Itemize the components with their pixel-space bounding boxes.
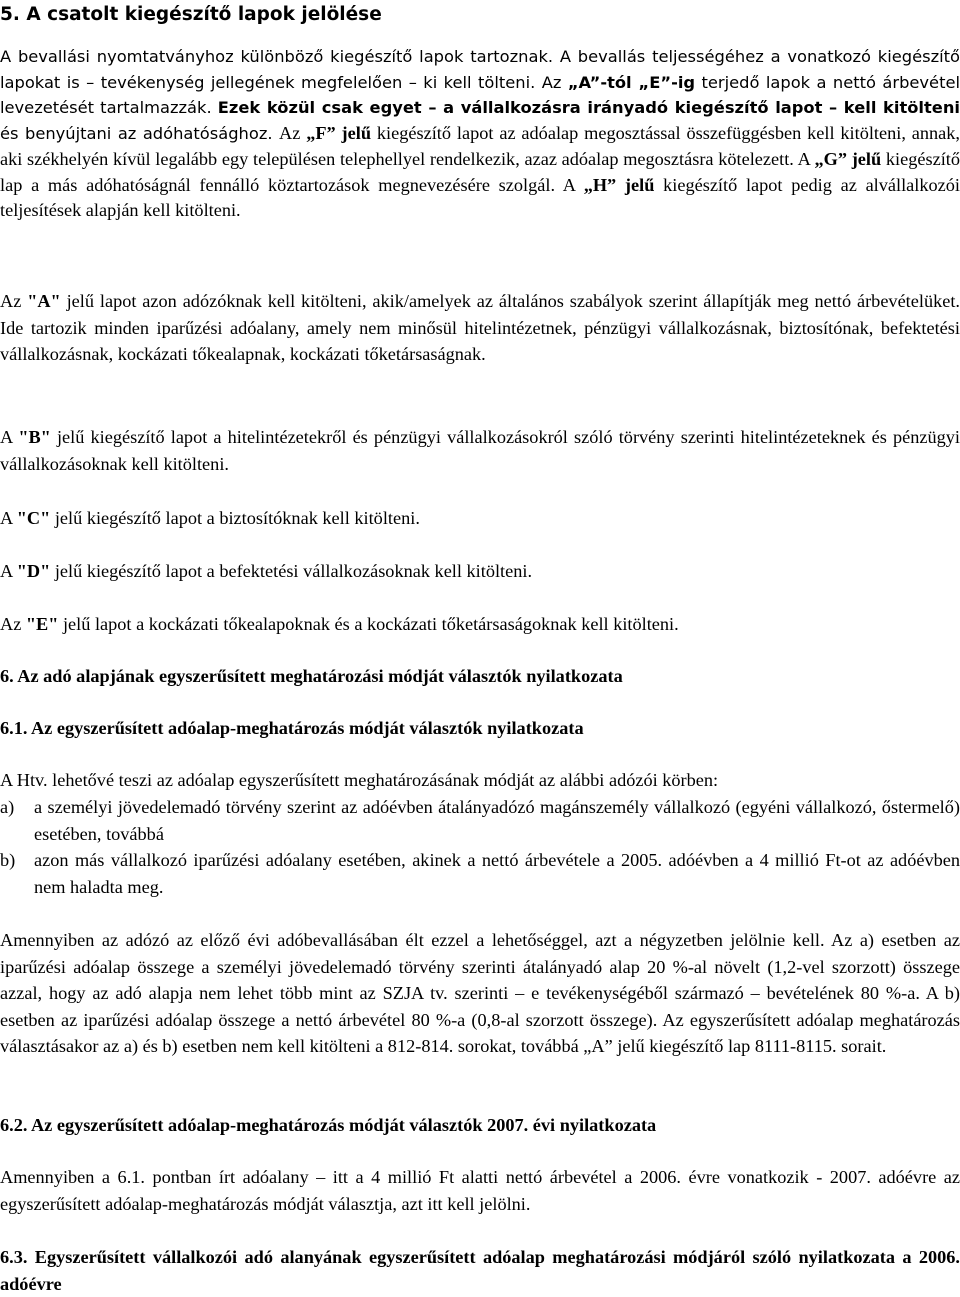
list-item (0, 847, 960, 900)
section-6-1-paragraph: Amennyiben az adózó az előző évi adóbevallásában élt ezzel a lehetőséggel, azt a négyzetben jelölnie kell. Az a) esetben az iparűzési adóalap összege a személyi jövedelemadó törvény szerinti átalányadó alap 20 %-al növelt (1,2-vel szorzott) összege azzal, hogy az adó alapja nem lehet több mint az SZJA tv. szerinti – e tevékenységéből származó – bevételének 80 %-a. A b) esetben az iparűzési adóalap összege a nettó árbevétel 80 %-a (0,8-al szorzott összege). Az egyszerűsített adóalap meghatározás választásakor az a) és b) esetben nem kell kitölteni a 812-814. sorokat, továbbá „A” jelű kiegészítő lap 8111-8115. sorait. (0, 930, 960, 1056)
bold-run: "A" (27, 291, 61, 311)
eligibility-list (0, 794, 960, 900)
bold-run: "C" (16, 508, 51, 528)
text-run: A (0, 427, 19, 447)
section-6-2-paragraph: Amennyiben a 6.1. pontban írt adóalany – itt a 4 millió Ft alatti nettó árbevétel a 2006. évre vonatkozik - 2007. adóévre az egyszerűsített adóalap-meghatározás módját választja, azt itt kell jelölni. (0, 1167, 960, 1214)
paragraph-e-sheet (0, 611, 679, 637)
paragraph-b-sheet (0, 424, 960, 477)
list-item-text: azon más vállalkozó iparűzési adóalany esetében, akinek a nettó árbevétele a 2005. adóévben a 4 millió Ft-ot az adóévben nem haladta meg. (34, 850, 960, 897)
bold-run: "D" (16, 561, 51, 581)
list-item (0, 794, 960, 847)
text-run: jelű kiegészítő lapot a hitelintézetekről és pénzügyi vállalkozásokról szóló törvény szerinti hitelintézeteknek és pénzügyi vállalkozásoknak kell kitölteni. (0, 427, 960, 474)
section-6-title: 6. Az adó alapjának egyszerűsített meghatározási módját választók nyilatkozata (0, 666, 623, 686)
section-6-1-title: 6.1. Az egyszerűsített adóalap-meghatározás módját választók nyilatkozata (0, 718, 584, 738)
paragraph-c-sheet (0, 505, 420, 531)
section-6-2-title: 6.2. Az egyszerűsített adóalap-meghatározás módját választók 2007. évi nyilatkozata (0, 1115, 657, 1135)
bold-run: „G” jelű (814, 148, 882, 169)
bold-run: "E" (25, 614, 59, 634)
text-run: jelű kiegészítő lapot a befektetési vállalkozásoknak kell kitölteni. (50, 561, 533, 581)
bold-run: „F” jelű (306, 123, 372, 144)
text-run: jelű lapot a kockázati tőkealapoknak és a kockázati tőketársaságoknak kell kitölteni. (58, 614, 679, 634)
bold-run: Ezek közül csak egyet – a vállalkozásra irányadó kiegészítő lapot – kell kitölteni (217, 98, 960, 118)
text-run: A bevallási nyomtatványhoz különböző kiegészítő lapok tartoznak. A bevallás teljességéhez a vonatkozó kiegészítő lapokat is – tevékenység jellegének megfelelően – ki kell tölteni. Az (0, 47, 960, 92)
text-run: A (0, 561, 17, 581)
text-run: terjedő lapok a nettó árbevétel levezetését tartalmazzák. (0, 72, 960, 118)
text-run: A (0, 508, 17, 528)
text-run: jelű kiegészítő lapot a biztosítóknak kell kitölteni. (50, 508, 420, 528)
section-5-title: 5. A csatolt kiegészítő lapok jelölése (0, 4, 382, 25)
section-6-1-intro: A Htv. lehetővé teszi az adóalap egyszerűsített meghatározásának módját az alábbi adózói körben: (0, 770, 719, 790)
text-run: Az (0, 614, 26, 634)
paragraph-a-sheet (0, 288, 960, 368)
text-run: Az (279, 123, 307, 144)
bold-run: "B" (18, 427, 51, 447)
bold-run: „A”-tól „E”-ig (567, 72, 696, 92)
list-item-text: a személyi jövedelemadó törvény szerint az adóévben átalányadózó magánszemély vállalkozó (egyéni vállalkozó, őstermelő) esetében, továbbá (34, 797, 960, 844)
text-run: kiegészítő lapot pedig az alvállalkozói teljesítések alapján kell kitölteni. (0, 174, 960, 221)
text-run: Az (0, 291, 28, 311)
section-6-3-title: 6.3. Egyszerűsített vállalkozói adó alanyának egyszerűsített adóalap meghatározási módjáról szóló nyilatkozata a 2006. adóévre (0, 1247, 960, 1294)
paragraph-d-sheet (0, 558, 532, 584)
text-run: jelű lapot azon adózóknak kell kitölteni, akik/amelyek az általános szabályok szerint állapítják meg nettó árbevételüket. Ide tartozik minden iparűzési adóalany, amely nem minősül hitelintézetnek, pénzügyi vállalkozásnak, biztosítónak, befektetési vállalkozásnak, kockázati tőkealapnak, kockázati tőketársaságnak. (0, 291, 960, 364)
list-marker: a) (0, 797, 15, 817)
text-run: kiegészítő lapot az adóalap megosztással összefüggésben kell kitölteni, annak, aki székhelyén kívül legalább egy településen telephellyel rendelkezik, azaz adóalap megosztásra kötelezett. A (0, 123, 960, 169)
list-marker: b) (0, 850, 16, 870)
text-run: és benyújtani az adóhatósághoz. (0, 124, 280, 144)
section-5-intro-paragraph (0, 44, 960, 224)
text-run: kiegészítő lap a más adóhatóságnál fennálló köztartozások megnevezésére szolgál. A (0, 148, 960, 195)
bold-run: „H” jelű (583, 174, 655, 195)
